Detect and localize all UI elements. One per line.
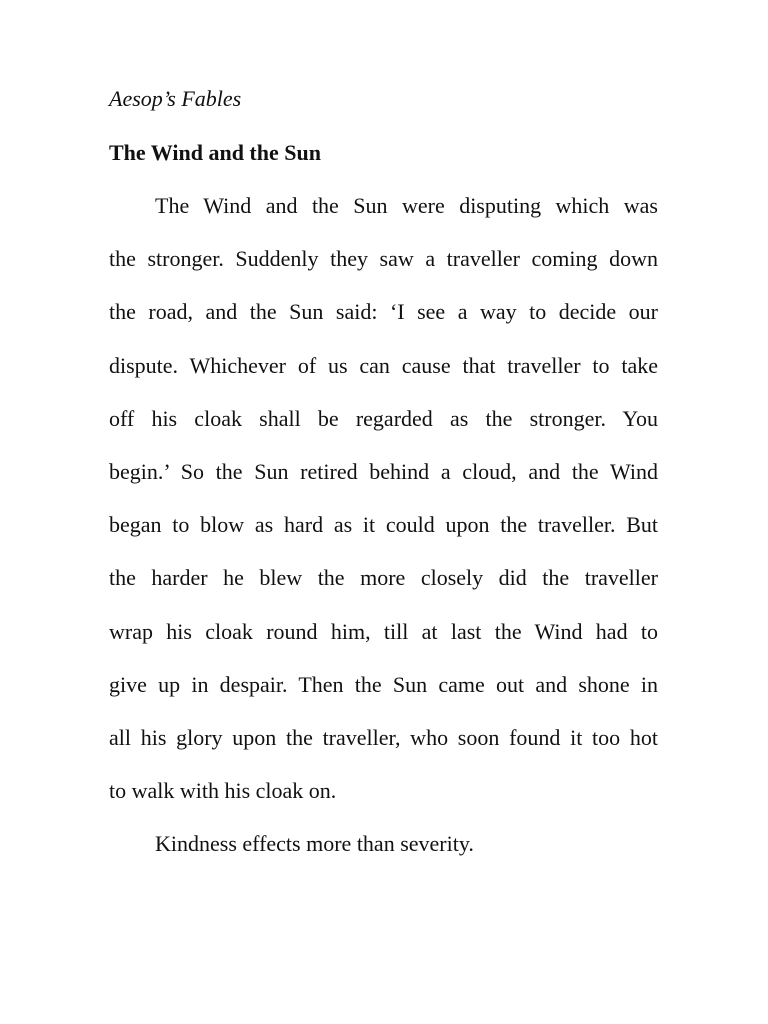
paragraph-line: all his glory upon the traveller, who soon found it too hot xyxy=(109,724,658,750)
moral-paragraph xyxy=(109,829,658,882)
fable-title: The Wind and the Sun xyxy=(109,140,321,165)
paragraph-line: begin.’ So the Sun retired behind a cloud, and the Wind xyxy=(109,458,658,484)
paragraph-line: the stronger. Suddenly they saw a traveller coming down xyxy=(109,246,658,272)
paragraph-line: the harder he blew the more closely did the traveller xyxy=(109,565,658,591)
paragraph-line: wrap his cloak round him, till at last the Wind had to xyxy=(109,618,658,644)
story-paragraph xyxy=(109,191,658,829)
paragraph-line: began to blow as hard as it could upon the traveller. But xyxy=(109,512,658,538)
paragraph-line: The Wind and the Sun were disputing which was xyxy=(155,193,658,218)
paragraph-line: off his cloak shall be regarded as the stronger. You xyxy=(109,405,658,431)
paragraph-line: give up in despair. Then the Sun came out and shone in xyxy=(109,671,658,697)
paragraph-line: the road, and the Sun said: ‘I see a way to decide our xyxy=(109,299,658,325)
paragraph-line: to walk with his cloak on. xyxy=(109,778,337,804)
moral-line: Kindness effects more than severity. xyxy=(155,831,474,857)
series-title: Aesop’s Fables xyxy=(109,86,242,111)
fable-body xyxy=(109,191,658,882)
paragraph-line: dispute. Whichever of us can cause that traveller to take xyxy=(109,352,658,378)
